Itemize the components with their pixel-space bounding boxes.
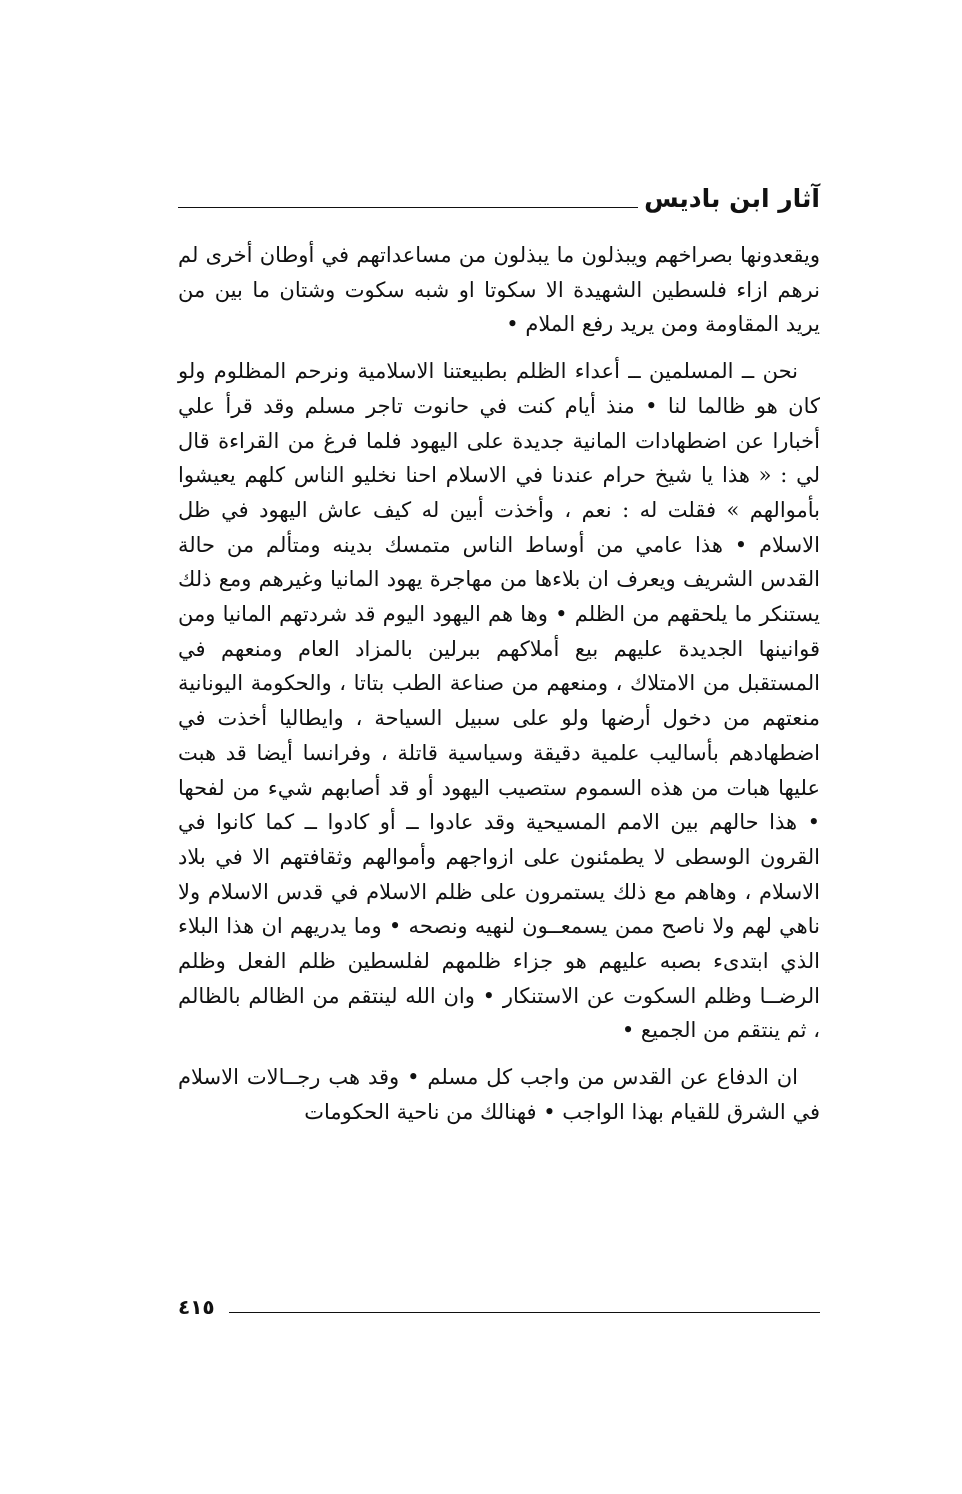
main-text	[178, 238, 820, 1130]
paragraph-2: نحن ــ المسلمين ــ أعداء الظلم بطبيعتنا الاسلامية ونرحم المظلوم ولو كان هو ظالما لنا • منذ أيام كنت في حانوت تاجر مسلم وقد قرأ علي أخبارا عن اضطهادات المانية جديدة على اليهود فلما فرغ من القراءة قال لي : « هذا يا شيخ حرام عندنا في الاسلام احنا نخليو الناس كلهم يعيشوا بأموالهم » فقلت له : نعم ، وأخذت أبين له كيف عاش اليهود في ظل الاسلام • هذا عامي من أوساط الناس متمسك بدينه ومتألم من حالة القدس الشريف ويعرف ان بلاءها من مهاجرة يهود المانيا وغيرهم ومع ذلك يستنكر ما يلحقهم من الظلم • وها هم اليهود اليوم قد شردتهم المانيا ومن قوانينها الجديدة عليهم بيع أملاكهم ببرلين بالمزاد العام ومنعهم في المستقبل من الامتلاك ، ومنعهم من صناعة الطب بتاتا ، والحكومة اليونانية منعتهم من دخول أرضها ولو على سبيل السياحة ، وايطاليا أخذت في اضطهادهم بأساليب علمية دقيقة وسياسية قاتلة ، وفرانسا أيضا قد هبت عليها هبات من هذه السموم ستصيب اليهود أو قد أصابهم شيء من لفحها • هذا حالهم بين الامم المسيحية وقد عادوا ــ أو كادوا ــ كما كانوا في القرون الوسطى لا يطمئنون على ازواجهم وأموالهم وثقافتهم الا في بلاد الاسلام ، وهاهم مع ذلك يستمرون على ظلم الاسلام في قدس الاسلام ولا ناهي لهم ولا ناصح ممن يسمعــون لنهيه ونصحه • وما يدريهم ان هذا البلاء الذي ابتدىء بصبه عليهم هو جزاء ظلمهم لفلسطين ظلم الفعل وظلم الرضــا وظلم السكوت عن الاستنكار • وان الله لينتقم من الظالم بالظالم ، ثم ينتقم من الجميع •	[178, 359, 820, 1043]
page-footer	[178, 1290, 820, 1320]
paragraph-3: ان الدفاع عن القدس من واجب كل مسلم • وقد هب رجــالات الاسلام في الشرق للقيام بهذا الواجب • فهنالك من ناحية الحكومات	[178, 1065, 820, 1124]
footer-rule	[229, 1312, 820, 1313]
page-number: ٤١٥	[178, 1295, 215, 1319]
book-title: آثار ابن باديس	[644, 184, 820, 213]
running-header	[178, 180, 820, 214]
header-rule	[178, 207, 638, 208]
paragraph-1: ويقعدونها بصراخهم ويبذلون ما يبذلون من مساعداتهم في أوطان أخرى لم نرهم ازاء فلسطين الشهيدة الا سكوتا او شبه سكوت وشتان ما بين من يريد المقاومة ومن يريد رفع الملام •	[178, 243, 820, 337]
